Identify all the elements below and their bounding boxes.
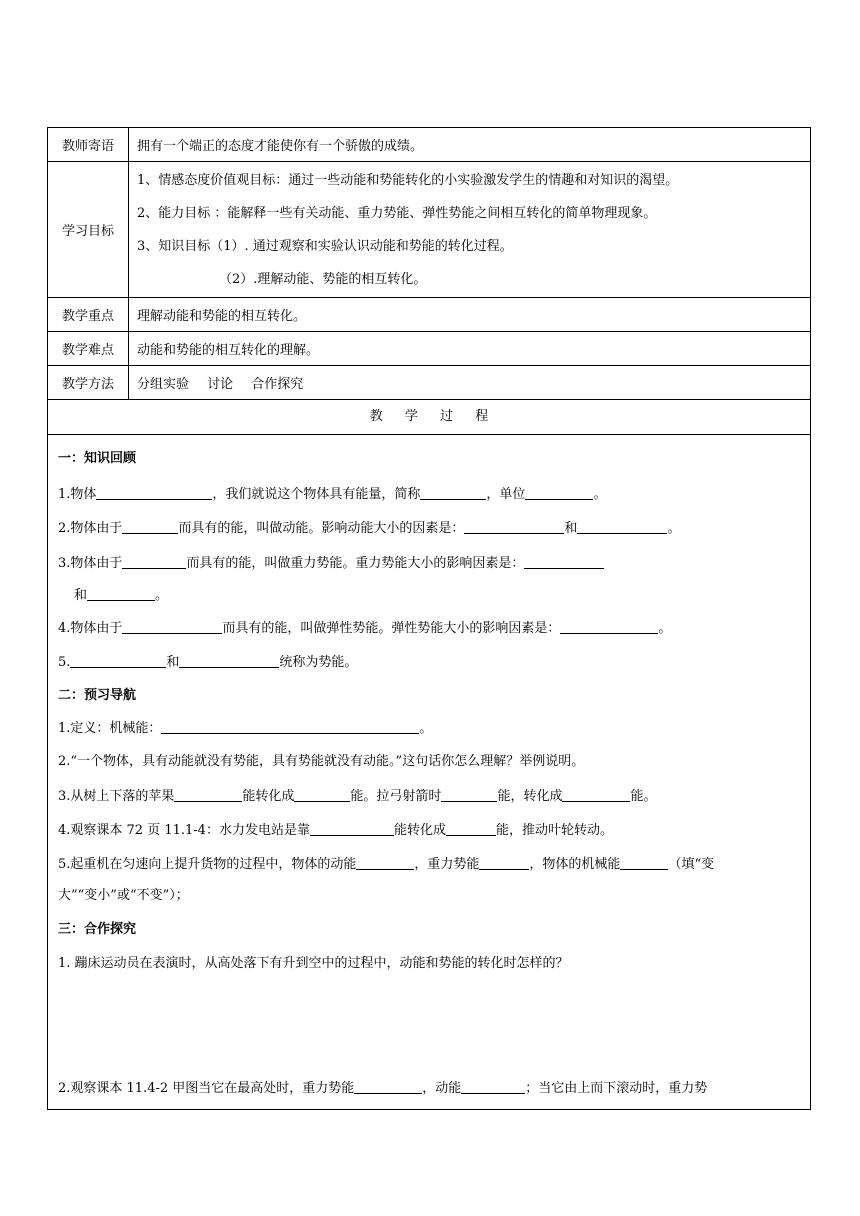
s1-q5: 5. 和 统称为势能。 (58, 655, 358, 670)
motto-row (48, 128, 811, 162)
blank[interactable] (420, 485, 486, 500)
blank[interactable] (620, 855, 668, 870)
method-row (48, 366, 811, 400)
section2-heading: 二：预习导航 (58, 688, 137, 703)
blank[interactable] (161, 719, 419, 734)
blank[interactable] (174, 787, 242, 802)
method-text: 分组实验 讨论 合作探究 (129, 366, 811, 400)
s2-q5-cont: 大”“变小”或“不变”）； (58, 888, 189, 903)
section3-heading: 三：合作探究 (58, 922, 137, 937)
blank[interactable] (441, 787, 497, 802)
method-label: 教学方法 (48, 366, 129, 400)
blank[interactable] (464, 519, 564, 534)
s1-q3-cont: 和 。 (74, 588, 169, 603)
info-table (47, 127, 811, 400)
s1-q2: 2.物体由于 而具有的能，叫做动能。影响动能大小的因素是： 和 。 (58, 521, 681, 536)
process-body (47, 435, 811, 1110)
goal-line-2: 2、能力目标 ：能解释一些有关动能、重力势能、弹性势能之间相互转化的简单物理现象。 (137, 205, 657, 221)
s1-q4: 4.物体由于 而具有的能，叫做弹性势能。弹性势能大小的影响因素是： 。 (58, 621, 672, 636)
s2-q4: 4.观察课本 72 页 11.1-4：水力发电站是靠 能转化成 能，推动叶轮转动。 (58, 823, 613, 838)
blank[interactable] (310, 821, 394, 836)
blank[interactable] (560, 619, 658, 634)
motto-label: 教师寄语 (48, 128, 129, 162)
key-row (48, 298, 811, 332)
s3-q2: 2.观察课本 11.4-2 甲图当它在最高处时，重力势能 ，动能 ；当它由上而下滚动时，重力势 (58, 1081, 708, 1096)
blank[interactable] (446, 821, 496, 836)
blank[interactable] (354, 1079, 422, 1094)
blank[interactable] (96, 485, 212, 500)
key-label: 教学重点 (48, 298, 129, 332)
goal-line-4: （2）.理解动能、势能的相互转化。 (219, 271, 427, 287)
blank[interactable] (461, 1079, 525, 1094)
blank[interactable] (179, 653, 279, 668)
goals-label: 学习目标 (48, 162, 129, 298)
s1-q3: 3.物体由于 而具有的能，叫做重力势能。重力势能大小的影响因素是： (58, 554, 800, 573)
section1-heading: 一：知识回顾 (58, 451, 137, 466)
difficulty-row (48, 332, 811, 366)
blank[interactable] (122, 519, 178, 534)
blank[interactable] (87, 586, 155, 601)
blank[interactable] (577, 519, 667, 534)
s3-q1: 1. 蹦床运动员在表演时，从高处落下有升到空中的过程中，动能和势能的转化时怎样的？ (58, 956, 569, 971)
blank[interactable] (479, 855, 529, 870)
process-title: 教 学 过 程 (47, 400, 811, 435)
blank[interactable] (562, 787, 630, 802)
motto-text: 拥有一个端正的态度才能使你有一个骄傲的成绩。 (129, 128, 811, 162)
blank[interactable] (356, 855, 414, 870)
s2-q1: 1.定义：机械能： 。 (58, 721, 433, 736)
goals-cell (129, 162, 811, 298)
s2-q5: 5.起重机在匀速向上提升货物的过程中，物体的动能 ，重力势能 ，物体的机械能 （填“变 (58, 857, 715, 872)
difficulty-text: 动能和势能的相互转化的理解。 (129, 332, 811, 366)
blank[interactable] (525, 485, 593, 500)
s2-q2: 2.“一个物体，具有动能就没有势能，具有势能就没有动能。”这句话你怎么理解？举例说明。 (58, 754, 585, 769)
goals-row (48, 162, 811, 298)
blank[interactable] (122, 554, 186, 569)
blank[interactable] (294, 787, 350, 802)
blank[interactable] (70, 653, 166, 668)
blank[interactable] (524, 554, 604, 569)
goal-line-3: 3、知识目标（1）. 通过观察和实验认识动能和势能的转化过程。 (137, 238, 513, 254)
s1-q1: 1.物体 ，我们就说这个物体具有能量，简称 ，单位 。 (58, 487, 607, 502)
blank[interactable] (122, 619, 222, 634)
s2-q3: 3.从树上下落的苹果 能转化成 能。拉弓射箭时 能，转化成 能。 (58, 789, 657, 804)
lesson-plan-sheet (47, 127, 811, 1110)
key-text: 理解动能和势能的相互转化。 (129, 298, 811, 332)
goal-line-1: 1、情感态度价值观目标：通过一些动能和势能转化的小实验激发学生的情趣和对知识的渴望。 (137, 172, 679, 188)
difficulty-label: 教学难点 (48, 332, 129, 366)
